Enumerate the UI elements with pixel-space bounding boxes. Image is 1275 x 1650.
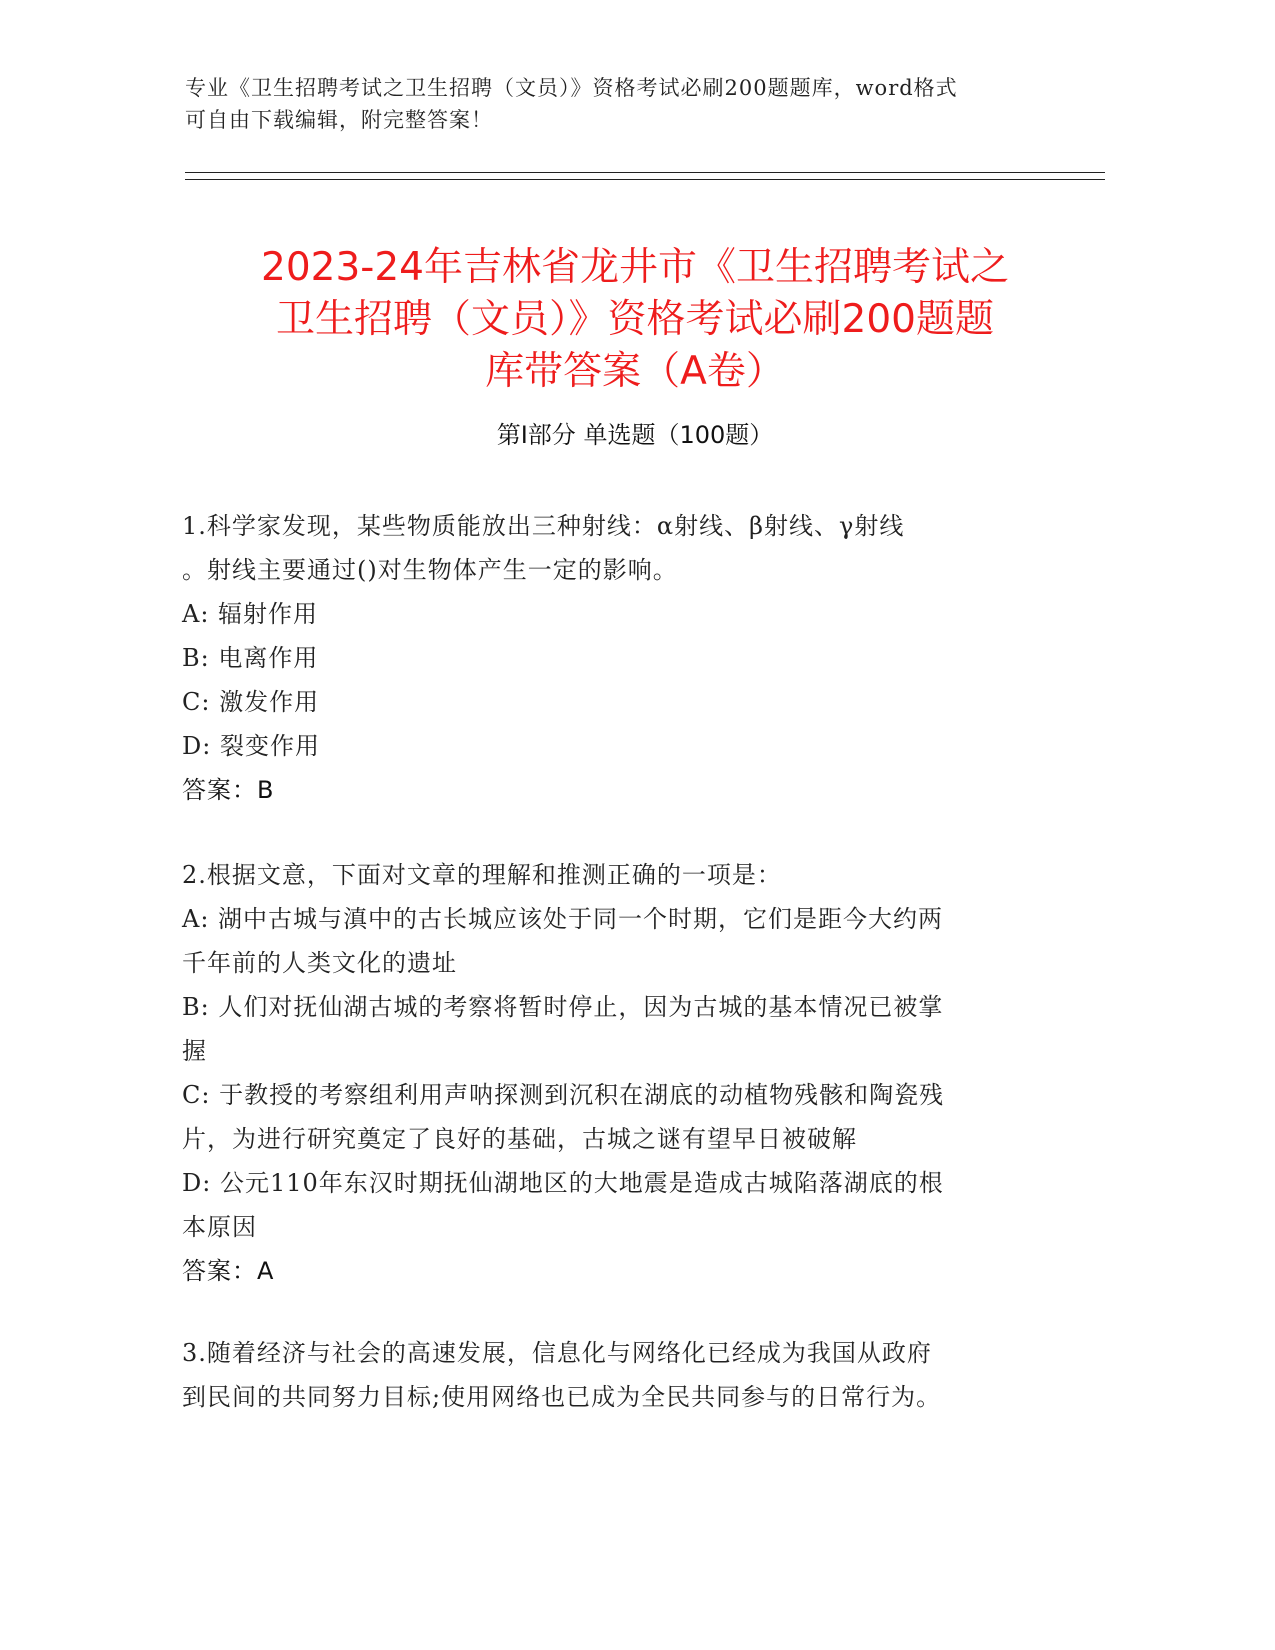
question-stem-line: 到民间的共同努力目标;使用网络也已成为全民共同参与的日常行为。 <box>182 1383 942 1411</box>
answer-line: 答案：A <box>182 1257 275 1285</box>
header-note <box>185 72 1065 136</box>
option-a: A: 辐射作用 <box>182 600 319 628</box>
header-divider <box>185 179 1105 180</box>
option-d: D: 裂变作用 <box>182 732 320 760</box>
option-b-continued: 握 <box>182 1037 207 1065</box>
header-note-line: 可自由下载编辑，附完整答案！ <box>185 108 493 132</box>
option-a: A: 湖中古城与滇中的古长城应该处于同一个时期，它们是距今大约两 <box>182 905 944 933</box>
question-stem-line: 。射线主要通过()对生物体产生一定的影响。 <box>182 556 678 584</box>
option-d: D: 公元110年东汉时期抚仙湖地区的大地震是造成古城陷落湖底的根 <box>182 1169 944 1197</box>
answer-line: 答案：B <box>182 776 275 804</box>
title-line: 2023-24年吉林省龙井市《卫生招聘考试之 <box>261 245 1009 291</box>
document-title <box>175 242 1095 398</box>
header-divider <box>185 172 1105 173</box>
option-b: B: 人们对抚仙湖古城的考察将暂时停止，因为古城的基本情况已被掌 <box>182 993 944 1021</box>
title-line: 库带答案（A卷） <box>485 349 785 395</box>
option-c: C: 于教授的考察组利用声呐探测到沉积在湖底的动植物残骸和陶瓷残 <box>182 1081 945 1109</box>
option-d-continued: 本原因 <box>182 1213 257 1241</box>
option-a-continued: 千年前的人类文化的遗址 <box>182 949 457 977</box>
option-c: C: 激发作用 <box>182 688 320 716</box>
question-stem-line: 3.随着经济与社会的高速发展，信息化与网络化已经成为我国从政府 <box>182 1339 932 1367</box>
question-stem-line: 2.根据文意，下面对文章的理解和推测正确的一项是： <box>182 861 782 889</box>
question-3 <box>182 1331 1042 1419</box>
question-stem-line: 1.科学家发现，某些物质能放出三种射线：α射线、β射线、γ射线 <box>182 512 905 540</box>
option-c-continued: 片，为进行研究奠定了良好的基础，古城之谜有望早日被破解 <box>182 1125 857 1153</box>
option-b: B: 电离作用 <box>182 644 319 672</box>
question-2 <box>182 853 1042 1293</box>
header-note-line: 专业《卫生招聘考试之卫生招聘（文员）》资格考试必刷200题题库，word格式 <box>185 76 958 100</box>
question-1 <box>182 504 1042 812</box>
title-line: 卫生招聘（文员）》资格考试必刷200题题 <box>276 297 994 343</box>
section-heading: 第Ⅰ部分 单选题（100题） <box>496 421 774 449</box>
